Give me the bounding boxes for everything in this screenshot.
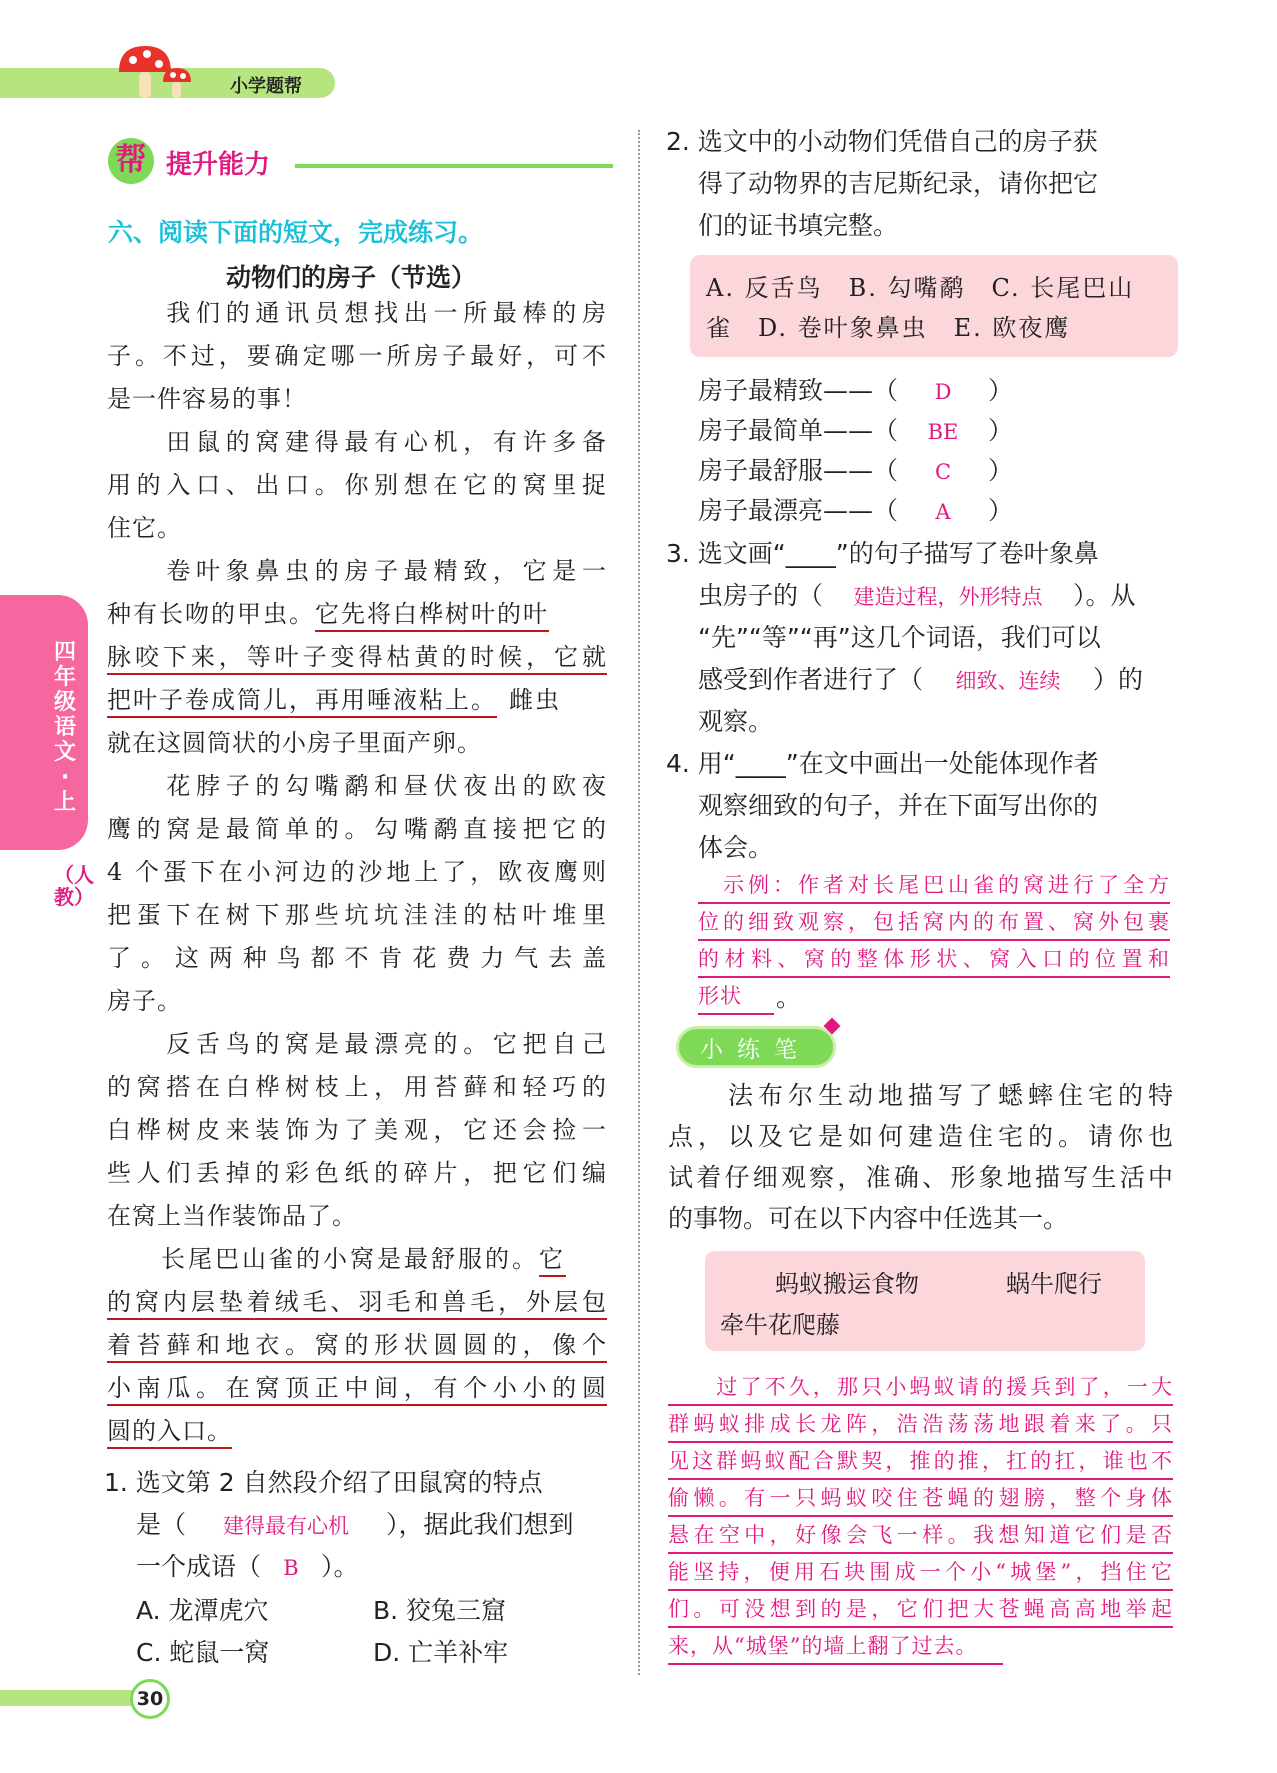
q3-stem: 3. 选文画“____”的句子描写了卷叶象鼻	[666, 539, 1099, 568]
composition-line: 能坚持，便用石块围成一个小“城堡”，挡住它	[668, 1554, 1173, 1591]
passage-line: 4 个蛋下在小河边的沙地上了，欧夜鹰则	[107, 858, 607, 886]
q3-answer-2: 细致、连续	[955, 669, 1061, 693]
passage-line: 白桦树皮来装饰为了美观，它还会捡一	[107, 1116, 607, 1144]
q2-stem: 2. 选文中的小动物们凭借自己的房子获	[666, 127, 1098, 156]
q1-stem: 1. 选文第 2 自然段介绍了田鼠窝的特点	[104, 1468, 543, 1497]
passage-line: 把叶子卷成筒儿，再用唾液粘上。 雌虫	[107, 679, 607, 722]
underlined-sentence: 着苔藓和地衣。窝的形状圆圆的，像个	[107, 1331, 607, 1363]
q1-line2: 是（ 建得最有心机 ），据此我们想到	[136, 1504, 574, 1547]
brand-label: 小学题帮	[230, 76, 302, 97]
q2-stem: 们的证书填完整。	[698, 211, 899, 240]
q3-line3: “先”“等”“再”这几个词语，我们可以	[698, 623, 1101, 652]
passage-line: 长尾巴山雀的小窝是最舒服的。它	[107, 1238, 607, 1281]
q2-option-line: A. 反舌鸟 B. 勾嘴鹬 C. 长尾巴山	[706, 274, 1135, 302]
underlined-sentence: 它	[539, 1245, 566, 1277]
passage-line: 些人们丢掉的彩色纸的碎片，把它们编	[107, 1159, 607, 1187]
underlined-sentence: 小南瓜。在窝顶正中间，有个小小的圆	[107, 1374, 607, 1406]
q1-answer-1: 建得最有心机	[223, 1514, 350, 1538]
passage-line	[107, 636, 607, 679]
q2-record: 房子最舒服——（ C ）	[698, 456, 1014, 485]
topic-option: 蚂蚁搬运食物	[775, 1270, 919, 1298]
q1-answer-2: B	[283, 1556, 299, 1580]
underlined-sentence: 圆的入口。	[107, 1417, 232, 1449]
underlined-sentence: 的窝内层垫着绒毛、羽毛和兽毛，外层包	[107, 1288, 607, 1320]
q4-stem: 观察细致的句子，并在下面写出你的	[698, 791, 1099, 820]
composition-line: 来，从“城堡”的墙上翻了过去。	[668, 1628, 1003, 1665]
section-rule	[295, 164, 613, 168]
q3-line2: 虫房子的（ 建造过程，外形特点 ）。从	[698, 575, 1136, 618]
q3-line5: 观察。	[698, 707, 774, 736]
q2-record: 房子最精致——（ D ）	[698, 376, 1014, 405]
passage-line: 住它。	[107, 514, 182, 542]
passage-line: 把蛋下在树下那些坑坑洼洼的枯叶堆里	[107, 901, 607, 929]
passage-line: 用的入口、出口。你别想在它的窝里捉	[107, 471, 607, 499]
passage-line	[107, 1410, 607, 1453]
passage-line: 反舌鸟的窝是最漂亮的。它把自己	[107, 1030, 607, 1058]
passage-line: 田鼠的窝建得最有心机，有许多备	[107, 428, 607, 456]
q4-answer-line: 示例：作者对长尾巴山雀的窝进行了全方	[698, 866, 1170, 904]
section-header	[108, 138, 613, 188]
q4-answer-end: 。	[776, 983, 802, 1012]
underlined-sentence: 脉咬下来，等叶子变得枯黄的时候，它就	[107, 643, 607, 675]
composition-line: 见这群蚂蚁配合默契，推的推，扛的扛，谁也不	[668, 1443, 1173, 1480]
composition-line: 过了不久，那只小蚂蚁请的援兵到了，一大	[668, 1369, 1173, 1406]
q2-option-line: 雀 D. 卷叶象鼻虫 E. 欧夜鹰	[706, 314, 1071, 342]
underlined-sentence: 把叶子卷成筒儿，再用唾液粘上。	[107, 686, 497, 718]
practice-prompt: 点，以及它是如何建造住宅的。请你也	[668, 1122, 1173, 1151]
q3-line4: 感受到作者进行了（ 细致、连续 ）的	[698, 659, 1143, 702]
passage-line: 房子。	[107, 987, 182, 1015]
passage-title: 动物们的房子（节选）	[226, 263, 477, 292]
q4-stem: 4. 用“____”在文中画出一处能体现作者	[666, 749, 1099, 778]
passage-line: 卷叶象鼻虫的房子最精致，它是一	[107, 557, 607, 585]
topic-option: 蜗牛爬行	[1006, 1270, 1102, 1298]
q3-answer-1: 建造过程，外形特点	[853, 585, 1043, 609]
passage-line	[107, 1367, 607, 1410]
passage-line: 种有长吻的甲虫。它先将白桦树叶的叶	[107, 593, 607, 636]
practice-prompt: 的事物。可在以下内容中任选其一。	[668, 1204, 1069, 1233]
passage-line: 子。不过，要确定哪一所房子最好，可不	[107, 342, 607, 370]
section-badge: 帮	[108, 138, 154, 184]
passage-line: 鹰的窝是最简单的。勾嘴鹬直接把它的	[107, 815, 607, 843]
page-number: 30	[130, 1679, 170, 1719]
composition-line: 偷懒。有一只蚂蚁咬住苍蝇的翅膀，整个身体	[668, 1480, 1173, 1517]
mushroom-icon	[115, 42, 195, 102]
practice-title: 小练笔	[700, 1037, 811, 1063]
passage-line: 是一件容易的事！	[107, 385, 307, 413]
publisher-label: （人教）	[54, 863, 94, 909]
composition-line: 悬在空中，好像会飞一样。我想知道它们是否	[668, 1517, 1173, 1554]
q4-answer-line: 的材料、窝的整体形状、窝入口的位置和	[698, 940, 1170, 978]
topic-option: 牵牛花爬藤	[720, 1311, 840, 1339]
section-title: 提升能力	[166, 150, 271, 180]
passage-line	[107, 1324, 607, 1367]
q1-option-a: A. 龙潭虎穴	[136, 1596, 269, 1625]
q2-record: 房子最简单——（ BE ）	[698, 416, 1014, 445]
q4-answer-line: 位的细致观察，包括窝内的布置、窝外包裹	[698, 903, 1170, 941]
q1-option-c: C. 蛇鼠一窝	[136, 1638, 270, 1667]
column-divider	[638, 130, 640, 1675]
passage-line: 的窝搭在白桦树枝上，用苔藓和轻巧的	[107, 1073, 607, 1101]
passage-line: 在窝上当作装饰品了。	[107, 1202, 357, 1230]
q4-answer-line: 形状	[698, 977, 774, 1015]
q1-option-b: B. 狡兔三窟	[373, 1596, 507, 1625]
underlined-sentence: 它先将白桦树叶的叶	[315, 600, 549, 632]
q1-line3: 一个成语（ B ）。	[136, 1546, 359, 1589]
passage-line: 我们的通讯员想找出一所最棒的房	[107, 299, 607, 327]
practice-prompt: 试着仔细观察，准确、形象地描写生活中	[668, 1163, 1173, 1192]
q2-stem: 得了动物界的吉尼斯纪录，请你把它	[698, 169, 1099, 198]
passage-line: 就在这圆筒状的小房子里面产卵。	[107, 729, 482, 757]
question-heading: 六、阅读下面的短文，完成练习。	[108, 218, 484, 247]
q2-record: 房子最漂亮——（ A ）	[698, 496, 1014, 525]
composition-line: 群蚂蚁排成长龙阵，浩浩荡荡地跟着来了。只	[668, 1406, 1173, 1443]
q4-stem: 体会。	[698, 833, 774, 862]
practice-prompt: 法布尔生动地描写了蟋蟀住宅的特	[668, 1081, 1173, 1110]
footer-bar	[0, 1690, 150, 1706]
composition-line: 们。可没想到的是，它们把大苍蝇高高地举起	[668, 1591, 1173, 1628]
passage-line: 花脖子的勾嘴鹬和昼伏夜出的欧夜	[107, 772, 607, 800]
passage-line: 了。这两种鸟都不肯花费力气去盖	[107, 944, 607, 972]
q1-option-d: D. 亡羊补牢	[373, 1638, 509, 1667]
grade-label: 四年级语文·上	[54, 640, 77, 815]
passage-line	[107, 1281, 607, 1324]
